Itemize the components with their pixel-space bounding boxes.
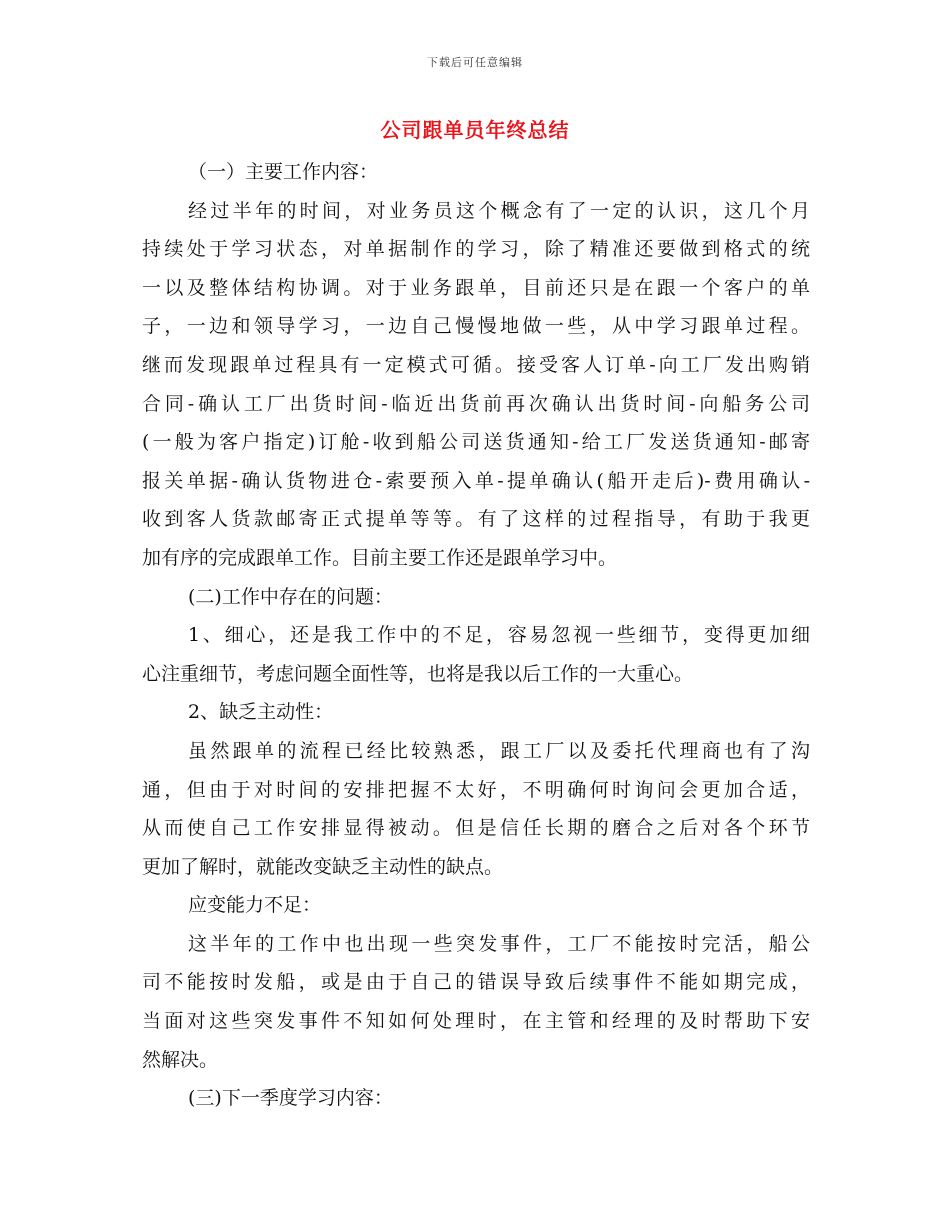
body-line: 收到客人货款邮寄正式提单等等。有了这样的过程指导，有助于我更: [142, 508, 810, 531]
body-line: 2、缺乏主动性：: [188, 701, 334, 724]
body-line: 当面对这些突发事件不知如何处理时，在主管和经理的及时帮助下安: [142, 1010, 810, 1033]
body-line: (二)工作中存在的问题：: [188, 585, 393, 608]
body-line: (三)下一季度学习内容：: [188, 1087, 393, 1110]
body-line: 这半年的工作中也出现一些突发事件，工厂不能按时完活，船公: [188, 932, 810, 955]
body-line: (一般为客户指定)订舱-收到船公司送货通知-给工厂发送货通知-邮寄: [142, 431, 810, 454]
body-line: 应变能力不足：: [188, 894, 322, 917]
body-line: 合同-确认工厂出货时间-临近出货前再次确认出货时间-向船务公司: [142, 392, 810, 415]
body-line: 子，一边和领导学习，一边自己慢慢地做一些，从中学习跟单过程。: [142, 315, 810, 338]
body-line: 继而发现跟单过程具有一定模式可循。接受客人订单-向工厂发出购销: [142, 353, 810, 376]
body-line: 心注重细节，考虑问题全面性等，也将是我以后工作的一大重心。: [142, 662, 694, 685]
body-line: 经过半年的时间，对业务员这个概念有了一定的认识，这几个月: [188, 199, 810, 222]
body-line: 然解决。: [142, 1048, 219, 1071]
document-title: 公司跟单员年终总结: [380, 118, 570, 142]
body-line: 1、细心，还是我工作中的不足，容易忽视一些细节，变得更加细: [188, 624, 810, 647]
header-note: 下载后可任意编辑: [427, 56, 523, 69]
body-line: 虽然跟单的流程已经比较熟悉，跟工厂以及委托代理商也有了沟: [188, 739, 810, 762]
document-body: [142, 153, 810, 1118]
body-line: 报关单据-确认货物进仓-索要预入单-提单确认(船开走后)-费用确认-: [142, 469, 810, 492]
body-line: 司不能按时发船，或是由于自己的错误导致后续事件不能如期完成，: [142, 971, 810, 994]
body-line: 通，但由于对时间的安排把握不太好，不明确何时询问会更加合适，: [142, 778, 810, 801]
body-line: 一以及整体结构协调。对于业务跟单，目前还只是在跟一个客户的单: [142, 276, 810, 299]
body-line: 从而使自己工作安排显得被动。但是信任长期的磨合之后对各个环节: [142, 817, 810, 840]
body-line: 加有序的完成跟单工作。目前主要工作还是跟单学习中。: [142, 546, 618, 569]
body-line: （一）主要工作内容：: [188, 161, 379, 183]
body-line: 更加了解时，就能改变缺乏主动性的缺点。: [142, 855, 504, 878]
body-line: 持续处于学习状态，对单据制作的学习，除了精准还要做到格式的统: [142, 238, 810, 261]
